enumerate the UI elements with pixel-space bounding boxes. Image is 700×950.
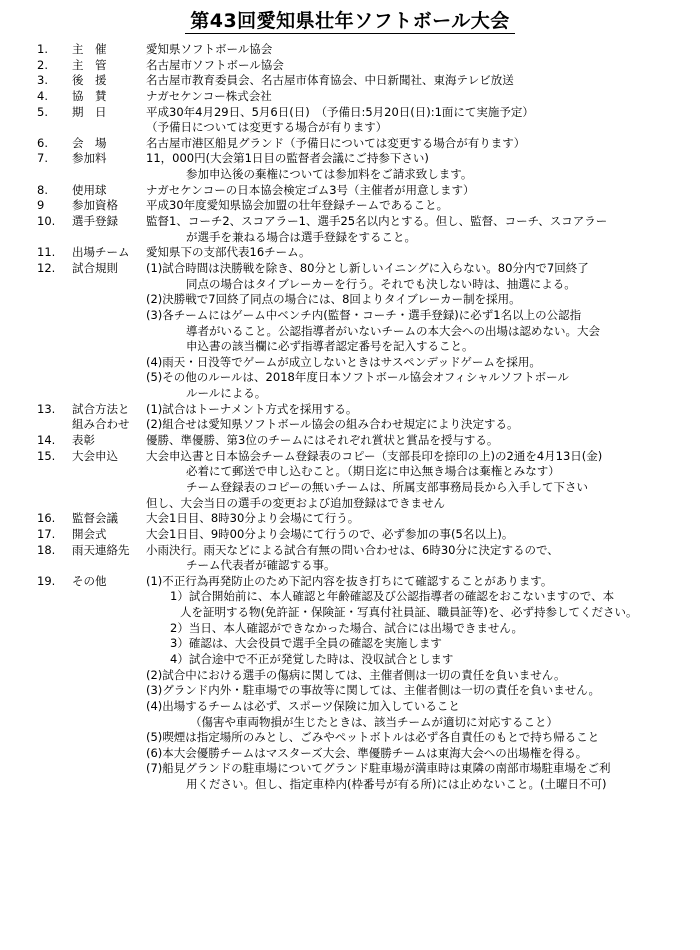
item-text: チーム登録表のコピーの無いチームは、所属支部事務局長から入手して下さい <box>186 479 589 494</box>
item-text: 同点の場合はタイブレーカーを行う。それでも決しない時は、抽選による。 <box>186 276 576 291</box>
item-number: 7. <box>37 151 48 166</box>
item-text: 愛知県ソフトボール協会 <box>146 42 273 56</box>
item-number: 5. <box>37 104 48 119</box>
item-text: (2)試合中における選手の傷病に関しては、主催者側は一切の責任を負いません。 <box>146 667 566 682</box>
item-row-continuation <box>0 355 700 371</box>
item-number: 14. <box>37 433 56 448</box>
item-text: 必着にて郵送で申し込むこと。（期日迄に申込無き場合は棄権とみなす） <box>186 464 560 479</box>
item-text: (3)各チームにはゲーム中ベンチ内(監督・コーチ・選手登録)に必ず1名以上の公認指 <box>146 307 582 322</box>
item-text: 優勝、準優勝、第3位のチームにはそれぞれ賞状と賞品を授与する。 <box>146 433 499 448</box>
item-row-continuation <box>0 324 700 340</box>
item-number: 10. <box>37 214 56 229</box>
item-row <box>0 214 700 230</box>
item-row-continuation <box>0 496 700 512</box>
item-row <box>0 105 700 121</box>
item-label: 期 日 <box>72 104 107 119</box>
item-text: (6)本大会優勝チームはマスターズ大会、準優勝チームは東海大会への出場権を得る。 <box>146 745 588 760</box>
item-row-continuation <box>0 230 700 246</box>
item-text: 1）試合開始前に、本人確認と年齢確認及び公認指導者の確認をおこないますので、本 <box>170 589 615 604</box>
item-text: (3)グランド内外・駐車場での事故等に関しては、主催者側は一切の責任を負いません。 <box>146 683 600 698</box>
item-row-continuation <box>0 777 700 793</box>
item-text: 名古屋市教育委員会、名古屋市体育協会、中日新聞社、東海テレビ放送 <box>146 73 514 88</box>
item-row <box>0 261 700 277</box>
item-row-continuation <box>0 621 700 637</box>
item-row-continuation <box>0 699 700 715</box>
item-text: (1)試合はトーナメント方式を採用する。 <box>146 401 358 416</box>
item-text: 2）当日、本人確認ができなかった場合、試合には出場できません。 <box>170 620 524 635</box>
item-number: 17. <box>37 526 56 541</box>
item-text: (4)雨天・日没等でゲームが成立しないときはサスペンデッドゲームを採用。 <box>146 354 541 369</box>
item-row-continuation <box>0 668 700 684</box>
item-label: 参加資格 <box>72 198 118 213</box>
item-row <box>0 89 700 105</box>
item-text: 11，000円(大会第1日目の監督者会議にご持参下さい) <box>146 151 429 166</box>
item-row <box>0 449 700 465</box>
item-row <box>0 136 700 152</box>
item-label: 雨天連絡先 <box>72 542 130 557</box>
item-text: 名古屋市港区船見グランド（予備日については変更する場合が有ります） <box>146 135 526 150</box>
item-text: が選手を兼ねる場合は選手登録をすること。 <box>186 229 416 244</box>
item-text: (1)不正行為再発防止のため下記内容を抜き打ちにて確認することがあります。 <box>146 573 553 588</box>
item-label: 会 場 <box>72 135 107 150</box>
item-text: 平成30年度愛知県協会加盟の壮年登録チームであること。 <box>146 198 449 213</box>
item-number: 6. <box>37 135 48 150</box>
item-row-continuation <box>0 339 700 355</box>
item-text: 小雨決行。雨天などによる試合有無の問い合わせは、6時30分に決定するので、 <box>146 542 559 557</box>
item-number: 8. <box>37 182 48 197</box>
item-row <box>0 151 700 167</box>
item-text: (2)決勝戦で7回終了同点の場合には、8回よりタイブレーカー制を採用。 <box>146 292 521 307</box>
item-number: 2. <box>37 57 48 72</box>
item-number: 9 <box>37 198 45 213</box>
item-text: (4)出場するチームは必ず、スポーツ保険に加入していること <box>146 698 460 713</box>
item-text: （傷害や車両物損が生じたときは、該当チームが適切に対応すること） <box>190 714 558 729</box>
item-label: 協 賛 <box>72 88 107 103</box>
item-text: (1)試合時間は決勝戦を除き、80分とし新しいイニングに入らない。80分内で7回終了 <box>146 260 589 275</box>
item-number: 1. <box>37 42 48 56</box>
item-text: 大会1日目、8時30分より会場にて行う。 <box>146 511 360 526</box>
item-number: 12. <box>37 260 56 275</box>
item-row <box>0 574 700 590</box>
item-number: 18. <box>37 542 56 557</box>
item-text: (5)その他のルールは、2018年度日本ソフトボール協会オフィシャルソフトボール <box>146 370 569 385</box>
item-label: 監督会議 <box>72 511 118 526</box>
item-row-continuation <box>0 417 700 433</box>
item-label: その他 <box>72 573 107 588</box>
item-text: 名古屋市ソフトボール協会 <box>146 57 284 72</box>
item-text: 導者がいること。公認指導者がいないチームの本大会への出場は認めない。大会 <box>186 323 600 338</box>
item-row-continuation <box>0 730 700 746</box>
item-label: 試合規則 <box>72 260 118 275</box>
item-label: 主 催 <box>72 42 107 56</box>
item-text: （予備日については変更する場合が有ります） <box>146 120 388 135</box>
item-text: 4）試合途中で不正が発覚した時は、没収試合とします <box>170 651 454 666</box>
item-number: 13. <box>37 401 56 416</box>
item-text: (5)喫煙は指定場所のみとし、ごみやペットボトルは必ず各自責任のもとで持ち帰ること <box>146 730 600 745</box>
item-text: ナガセケンコー株式会社 <box>146 88 272 103</box>
item-text: 大会申込書と日本協会チーム登録表のコピー（支部長印を捺印の上)の2通を4月13日(金) <box>146 448 603 463</box>
item-text: 人を証明する物(免許証・保険証・写真付社員証、職員証等)を、必ず持参してください。 <box>180 605 638 620</box>
title-underline <box>185 33 515 34</box>
item-number: 3. <box>37 73 48 88</box>
item-row-continuation <box>0 292 700 308</box>
item-number: 11. <box>37 245 56 260</box>
item-row <box>0 245 700 261</box>
item-row <box>0 58 700 74</box>
item-text: 申込書の該当欄に必ず指導者認定番号を記入すること。 <box>186 339 474 354</box>
item-label: 使用球 <box>72 182 107 197</box>
item-label: 主 管 <box>72 57 107 72</box>
item-row-continuation <box>0 558 700 574</box>
item-text: 愛知県下の支部代表16チーム。 <box>146 245 311 260</box>
item-label-continuation: 組み合わせ <box>72 417 130 432</box>
item-row-continuation <box>0 683 700 699</box>
item-text: ナガセケンコーの日本協会検定ゴム3号（主催者が用意します） <box>146 182 475 197</box>
item-number: 16. <box>37 511 56 526</box>
item-row-continuation <box>0 167 700 183</box>
item-label: 出場チーム <box>72 245 130 260</box>
document-body <box>0 42 700 793</box>
item-row-continuation <box>0 464 700 480</box>
item-text: 3）確認は、大会役員で選手全員の確認を実施します <box>170 636 442 651</box>
item-row-continuation <box>0 746 700 762</box>
item-row <box>0 402 700 418</box>
item-text: ルールによる。 <box>186 386 267 401</box>
item-row-continuation <box>0 370 700 386</box>
item-text: チーム代表者が確認する事。 <box>186 558 336 573</box>
item-row-continuation <box>0 277 700 293</box>
item-row-continuation <box>0 715 700 731</box>
item-label: 参加料 <box>72 151 107 166</box>
item-label: 選手登録 <box>72 214 118 229</box>
item-row <box>0 42 700 58</box>
item-row-continuation <box>0 605 700 621</box>
item-row-continuation <box>0 386 700 402</box>
page-title: 第43回愛知県壮年ソフトボール大会 <box>190 10 510 32</box>
item-label: 試合方法と <box>72 401 130 416</box>
item-row <box>0 73 700 89</box>
item-row <box>0 527 700 543</box>
item-row <box>0 198 700 214</box>
item-row-continuation <box>0 652 700 668</box>
item-row-continuation <box>0 589 700 605</box>
item-label: 大会申込 <box>72 448 118 463</box>
item-text: (7)船見グランドの駐車場についてグランド駐車場が満車時は東隣の南部市場駐車場をご利 <box>146 761 611 776</box>
item-row <box>0 543 700 559</box>
item-number: 15. <box>37 448 56 463</box>
item-row-continuation <box>0 761 700 777</box>
item-row-continuation <box>0 120 700 136</box>
item-row <box>0 433 700 449</box>
item-label: 後 援 <box>72 73 107 88</box>
item-row <box>0 183 700 199</box>
item-label: 開会式 <box>72 526 107 541</box>
item-text: 大会1日目、9時00分より会場にて行うので、必ず参加の事(5名以上)。 <box>146 526 514 541</box>
item-text: 参加申込後の棄権については参加料をご請求致します。 <box>186 167 473 182</box>
item-label: 表彰 <box>72 433 95 448</box>
item-row-continuation <box>0 636 700 652</box>
item-row-continuation <box>0 308 700 324</box>
item-number: 4. <box>37 88 48 103</box>
item-row-continuation <box>0 480 700 496</box>
item-text: 但し、大会当日の選手の変更および追加登録はできません <box>146 495 445 510</box>
item-text: (2)組合せは愛知県ソフトボール協会の組み合わせ規定により決定する。 <box>146 417 519 432</box>
item-text: 用ください。但し、指定車枠内(枠番号が有る所)には止めないこと。(土曜日不可) <box>186 777 607 792</box>
item-number: 19. <box>37 573 56 588</box>
item-text: 平成30年4月29日、5月6日(日) （予備日:5月20日(日):1面にて実施予定） <box>146 104 534 119</box>
item-text: 監督1、コーチ2、スコアラー1、選手25名以内とする。但し、監督、コーチ、スコアラー <box>146 214 608 229</box>
item-row <box>0 511 700 527</box>
